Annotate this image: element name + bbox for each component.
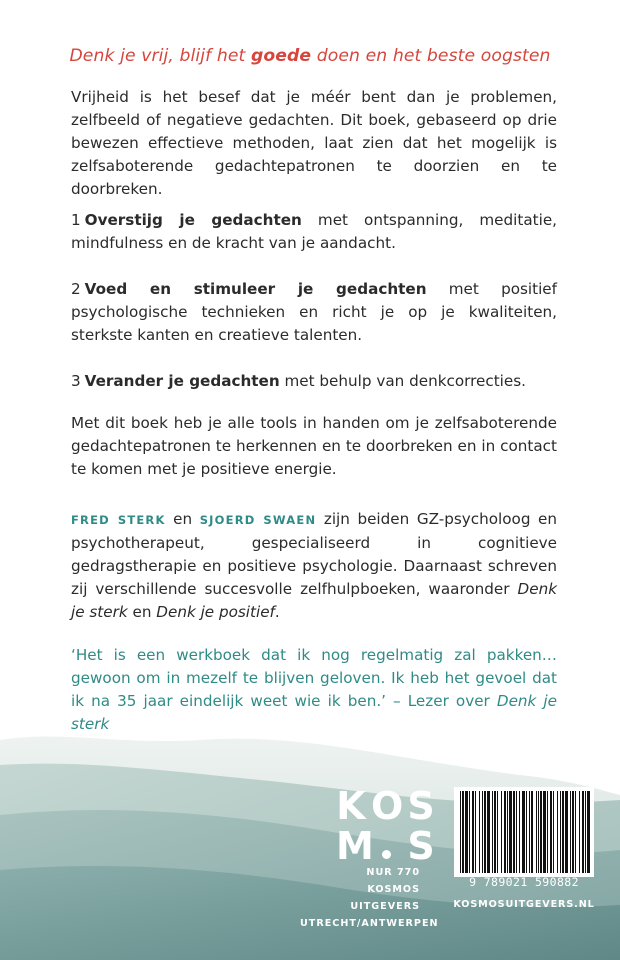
- barcode-bar: [462, 791, 464, 873]
- barcode-bar: [513, 791, 515, 873]
- barcode-bar: [472, 791, 474, 873]
- quote-book-title: Denk je sterk: [71, 692, 557, 733]
- barcode-bar: [570, 791, 571, 873]
- barcode-bar: [465, 791, 468, 873]
- step-text: met ontspanning, meditatie, mindfulness en de kracht van je aandacht.: [71, 211, 557, 252]
- website-url: KOSMOSUITGEVERS.NL: [453, 899, 595, 910]
- logo-row-top: [336, 786, 436, 826]
- step-title: Voed en stimuleer je gedachten: [84, 280, 427, 298]
- imprint: [300, 864, 439, 932]
- author-joiner: en: [165, 510, 200, 528]
- barcode-bar: [550, 791, 552, 873]
- barcode-bar: [531, 791, 533, 873]
- barcode-bar: [560, 791, 561, 873]
- logo-letter: K: [336, 784, 366, 828]
- nur-code: NUR 770: [366, 867, 420, 878]
- barcode-bar: [579, 791, 580, 873]
- logo-letter: S: [407, 824, 435, 868]
- barcode-bar: [526, 791, 527, 873]
- kosmos-logo: [336, 786, 436, 866]
- barcode-bar: [572, 791, 574, 873]
- barcode-bar: [494, 791, 496, 873]
- barcode-bar: [536, 791, 537, 873]
- barcode-bar: [565, 791, 568, 873]
- barcode-bars: [454, 787, 594, 877]
- barcode-bar: [469, 791, 470, 873]
- barcode-bar: [582, 791, 584, 873]
- barcode-bar: [587, 791, 590, 873]
- barcode-bar: [487, 791, 490, 873]
- publisher-name: KOSMOS UITGEVERS: [350, 884, 420, 912]
- book-title-2: Denk je positief: [156, 603, 275, 621]
- logo-letter: M: [336, 824, 374, 868]
- publisher-city: UTRECHT/ANTWERPEN: [300, 918, 439, 929]
- logo-letter: O: [371, 784, 404, 828]
- intro-paragraph: Vrijheid is het besef dat je méér bent dan je problemen, zelfbeeld of negatieve gedachten. Dit boek, gebaseerd op drie bewezen effectieve methoden, laat zien dat het mogelijk is zelfsaboterende gedachtepatronen te doorzien en te doorbreken.: [71, 88, 557, 198]
- barcode-bar: [519, 791, 520, 873]
- barcode-bar: [492, 791, 493, 873]
- barcode-bar: [504, 791, 506, 873]
- logo-row-bottom: [336, 826, 436, 866]
- barcode-bar: [575, 791, 576, 873]
- barcode-bar: [585, 791, 586, 873]
- step-title: Verander je gedachten: [84, 372, 280, 390]
- barcode-bar: [543, 791, 546, 873]
- step-3: [71, 370, 557, 393]
- tagline-text: Denk je vrij, blijf het: [69, 46, 251, 66]
- logo-dot-icon: [371, 824, 401, 868]
- barcode-bar: [516, 791, 517, 873]
- barcode-bar: [509, 791, 512, 873]
- barcode-bar: [501, 791, 502, 873]
- step-1: [71, 209, 557, 255]
- book-title-1: Denk je sterk: [71, 580, 557, 621]
- closing-paragraph: Met dit boek heb je alle tools in handen om je zelfsaboterende gedachtepatronen te herkennen en te doorbreken en in contact te komen met je positieve energie.: [71, 414, 557, 478]
- barcode-bar: [540, 791, 542, 873]
- isbn-number: 9 789021 590882: [469, 875, 579, 889]
- barcode-bar: [538, 791, 539, 873]
- author-bio-end: .: [274, 603, 280, 621]
- barcode-bar: [497, 791, 498, 873]
- logo-letter: S: [407, 784, 435, 828]
- step-text: met positief psychologische technieken en richt je op je kwaliteiten, sterkste kanten en creatieve talenten.: [71, 280, 558, 344]
- barcode-bar: [547, 791, 548, 873]
- author-name-1: FRED STERK: [71, 513, 166, 527]
- author-and: en: [127, 603, 157, 621]
- barcode-bar: [482, 791, 483, 873]
- barcode-bar: [507, 791, 508, 873]
- barcode-bar: [475, 791, 476, 873]
- step-number: 3: [71, 372, 81, 390]
- author-name-2: SJOERD SWAEN: [199, 513, 317, 527]
- step-text: met behulp van denkcorrecties.: [279, 372, 526, 390]
- barcode-bar: [460, 791, 461, 873]
- step-number: 1: [71, 211, 81, 229]
- barcode: [454, 787, 594, 877]
- step-number: 2: [71, 280, 81, 298]
- barcode-bar: [529, 791, 530, 873]
- tagline: [0, 46, 620, 66]
- barcode-bar: [522, 791, 525, 873]
- barcode-bar: [484, 791, 486, 873]
- author-bio-text: zijn beiden GZ-psycholoog en psychotherapeut, gespecialiseerd in cognitieve gedragstherapie en positieve psychologie. Daarnaast schreven zij verschillende succesvolle zelfhulpboeken, waaronder: [71, 510, 557, 598]
- barcode-bar: [562, 791, 564, 873]
- step-2: [71, 278, 557, 347]
- barcode-bar: [553, 791, 554, 873]
- barcode-bar: [557, 791, 558, 873]
- author-bio: [71, 508, 557, 624]
- tagline-emphasis: goede: [250, 46, 312, 66]
- barcode-bar: [479, 791, 480, 873]
- tagline-text-end: doen en het beste oogsten: [311, 46, 551, 66]
- quote-text: ‘Het is een werkboek dat ik nog regelmatig zal pakken… gewoon om in mezelf te blijven geloven. Ik heb het gevoel dat ik na 35 jaar eindelijk weet wie ik ben.’ – Lezer over: [71, 646, 557, 710]
- step-title: Overstijg je gedachten: [84, 211, 302, 229]
